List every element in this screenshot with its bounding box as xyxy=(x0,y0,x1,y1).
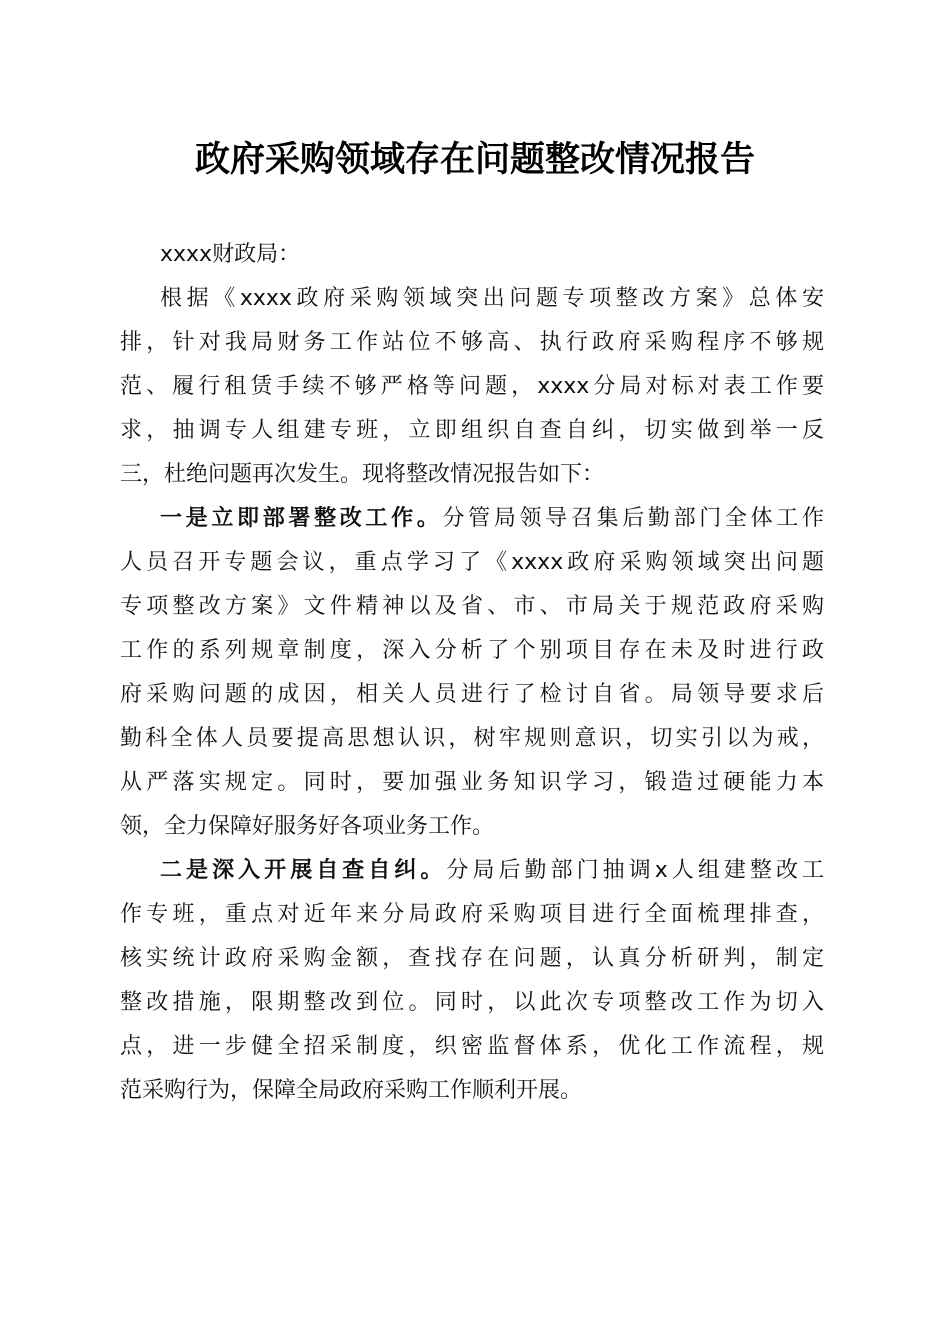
paragraph-2-line-2: 人员召开专题会议，重点学习了《xxxx政府采购领域突出问题 xyxy=(120,550,824,575)
paragraph-1-line-2: 排，针对我局财务工作站位不够高、执行政府采购程序不够规 xyxy=(120,330,824,355)
paragraph-2-line-5: 府采购问题的成因，相关人员进行了检讨自省。局领导要求后 xyxy=(120,682,824,707)
paragraph-2-line-7: 从严落实规定。同时，要加强业务知识学习，锻造过硬能力本 xyxy=(120,770,824,795)
paragraph-3-lead: 二是深入开展自查自纠。 xyxy=(160,858,447,883)
paragraph-3-line-2: 作专班，重点对近年来分局政府采购项目进行全面梳理排查， xyxy=(120,902,824,927)
paragraph-2-line-6: 勤科全体人员要提高思想认识，树牢规则意识，切实引以为戒， xyxy=(120,726,824,751)
paragraph-1-line-5: 三，杜绝问题再次发生。现将整改情况报告如下： xyxy=(120,462,605,487)
salutation: xxxx财政局： xyxy=(160,242,301,267)
paragraph-1-line-3: 范、履行租赁手续不够严格等问题，xxxx分局对标对表工作要 xyxy=(120,374,824,399)
paragraph-2-lead: 一是立即部署整改工作。 xyxy=(160,506,443,531)
document-title: 政府采购领域存在问题整改情况报告 xyxy=(194,139,755,180)
paragraph-2-line-8: 领，全力保障好服务好各项业务工作。 xyxy=(120,814,495,839)
paragraph-1-line-1: 根据《xxxx政府采购领域突出问题专项整改方案》总体安 xyxy=(160,286,824,311)
paragraph-2-line-4: 工作的系列规章制度，深入分析了个别项目存在未及时进行政 xyxy=(120,638,824,663)
paragraph-3-line-1: 二是深入开展自查自纠。分局后勤部门抽调x人组建整改工 xyxy=(160,858,824,883)
paragraph-3-line-5: 点，进一步健全招采制度，织密监督体系，优化工作流程，规 xyxy=(120,1034,824,1059)
paragraph-1-line-4: 求，抽调专人组建专班，立即组织自查自纠，切实做到举一反 xyxy=(120,418,824,443)
paragraph-3-line-6: 范采购行为，保障全局政府采购工作顺利开展。 xyxy=(120,1078,583,1103)
paragraph-3-line-3: 核实统计政府采购金额，查找存在问题，认真分析研判，制定 xyxy=(120,946,824,971)
paragraph-2-line-3: 专项整改方案》文件精神以及省、市、市局关于规范政府采购 xyxy=(120,594,824,619)
paragraph-2-line-1: 一是立即部署整改工作。分管局领导召集后勤部门全体工作 xyxy=(160,506,824,531)
paragraph-3-line-4: 整改措施，限期整改到位。同时，以此次专项整改工作为切入 xyxy=(120,990,824,1015)
